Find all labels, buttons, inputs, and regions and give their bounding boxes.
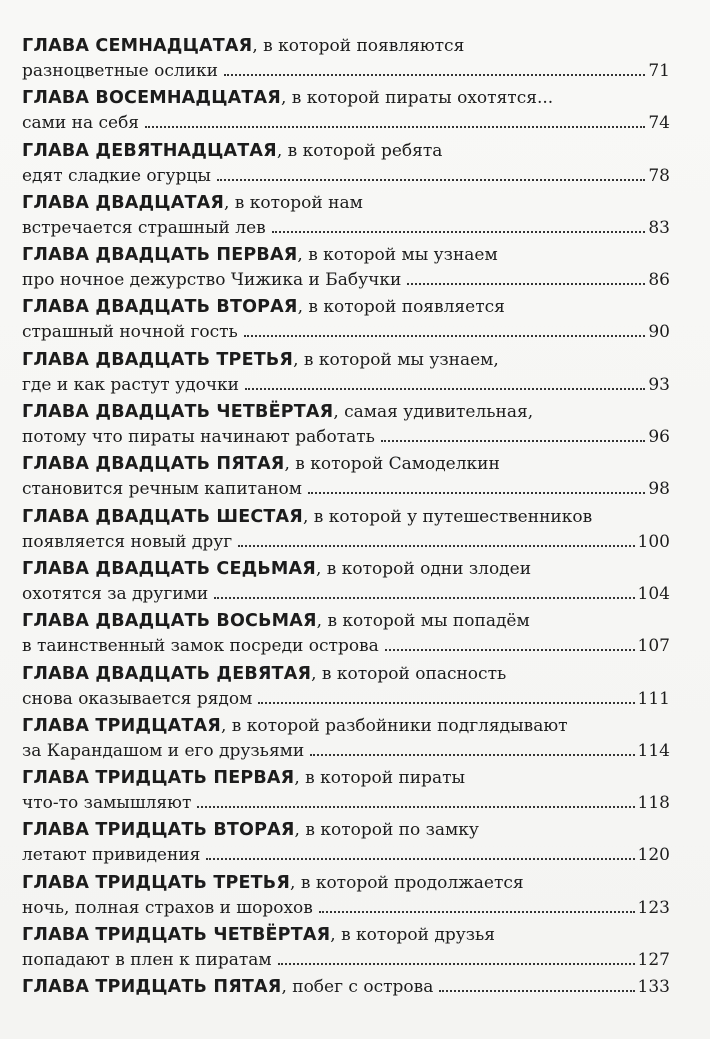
toc-entry [22,765,670,817]
toc-single-line [22,974,670,1000]
chapter-description: , в которой нам [224,192,363,213]
toc-list [22,33,670,1027]
dot-leader [145,126,645,128]
page-number: 133 [637,977,670,998]
toc-entry [22,504,670,556]
chapter-title: ГЛАВА ДЕВЯТНАДЦАТАЯ [22,140,277,161]
toc-entry [22,347,670,399]
chapter-description: , в которой мы узнаем, [293,349,499,370]
chapter-title: ГЛАВА ДВАДЦАТЬ ВТОРАЯ [22,297,298,318]
toc-entry [22,294,670,346]
toc-second-line [22,948,670,972]
toc-entry [22,85,670,137]
chapter-description: , в которой по замку [294,820,479,841]
chapter-description: , в которой друзья [330,925,496,946]
toc-heading-line [22,451,670,477]
chapter-description-cont: за Карандашом и его друзьями [22,740,305,761]
chapter-title: ГЛАВА ДВАДЦАТАЯ [22,192,224,213]
toc-heading-line [22,399,670,425]
chapter-description: , самая удивительная, [333,402,534,423]
dot-leader [278,963,635,965]
dot-leader [308,492,645,494]
toc-heading-line [22,85,670,111]
page-number: 74 [648,113,670,134]
page-number: 83 [648,217,670,238]
chapter-title: ГЛАВА ДВАДЦАТЬ ПЯТАЯ [22,454,285,475]
dot-leader [272,231,646,233]
chapter-description: , в которой ребята [276,140,443,161]
page-number: 100 [637,531,670,552]
chapter-title: ГЛАВА ДВАДЦАТЬ ВОСЬМАЯ [22,611,317,632]
toc-heading-line [22,138,670,164]
dot-leader [439,990,634,992]
page-number: 90 [648,322,670,343]
chapter-title: ГЛАВА ДВАДЦАТЬ ЧЕТВЁРТАЯ [22,402,334,423]
chapter-title: ГЛАВА ДВАДЦАТЬ СЕДЬМАЯ [22,558,316,579]
toc-entry [22,922,670,974]
chapter-title: ГЛАВА ТРИДЦАТЬ ПЯТАЯ [22,977,282,998]
chapter-description: , в которой появляется [297,297,505,318]
chapter-title: ГЛАВА ТРИДЦАТЬ ТРЕТЬЯ [22,872,291,893]
toc-entry [22,870,670,922]
dot-leader [244,335,646,337]
dot-leader [258,702,634,704]
chapter-description-cont: становится речным капитаном [22,479,303,500]
chapter-description-cont: в таинственный замок посреди острова [22,636,379,657]
chapter-description: , в которой пираты [294,768,466,789]
chapter-description: , в которой одни злодеи [315,558,532,579]
toc-second-line [22,425,670,449]
toc-heading-line [22,922,670,948]
toc-entry-last [22,974,670,1026]
chapter-description-cont: попадают в плен к пиратам [22,950,272,971]
dot-leader [407,283,645,285]
toc-second-line [22,739,670,763]
chapter-description-cont: охотятся за другими [22,583,209,604]
dot-leader [238,545,634,547]
chapter-description: , в которой продолжается [290,872,524,893]
chapter-title: ГЛАВА ТРИДЦАТЬ ВТОРАЯ [22,820,295,841]
chapter-description-cont: где и как растут удочки [22,374,240,395]
chapter-description-cont: едят сладкие огурцы [22,165,211,186]
chapter-description: , в которой появляются [252,36,465,56]
dot-leader [381,440,645,442]
chapter-title: ГЛАВА ТРИДЦАТЬ ПЕРВАЯ [22,768,295,789]
page-number: 98 [648,479,670,500]
chapter-title: ГЛАВА ДВАДЦАТЬ ШЕСТАЯ [22,506,303,527]
page-number: 93 [648,374,670,395]
chapter-description: , в которой Самоделкин [284,454,500,475]
page-number: 104 [637,583,670,604]
toc-second-line [22,216,670,240]
page-number: 120 [637,845,670,866]
toc-entry [22,242,670,294]
dot-leader [245,388,645,390]
toc-heading-line [22,242,670,268]
page-number: 114 [637,740,670,761]
toc-entry [22,451,670,503]
toc-heading-line [22,870,670,896]
page-number: 123 [637,897,670,918]
chapter-description: , в которой пираты охотятся... [280,88,554,109]
toc-entry [22,190,670,242]
toc-second-line [22,687,670,711]
toc-second-line [22,530,670,554]
toc-second-line [22,791,670,815]
toc-entry [22,556,670,608]
chapter-description-cont: страшный ночной гость [22,322,238,343]
toc-heading-line [22,661,670,687]
chapter-title: ГЛАВА СЕМНАДЦАТАЯ [22,36,253,56]
chapter-title: ГЛАВА ДВАДЦАТЬ ПЕРВАЯ [22,245,298,266]
chapter-description: , в которой разбойники подглядывают [220,715,568,736]
chapter-description: , в которой опасность [311,663,507,684]
page-number: 127 [637,950,670,971]
chapter-description-cont: разноцветные ослики [22,61,218,81]
toc-second-line [22,320,670,344]
chapter-description-cont: про ночное дежурство Чижика и Бабучки [22,270,402,291]
toc-entry [22,817,670,869]
page-number: 71 [648,61,670,81]
chapter-description-cont: потому что пираты начинают работать [22,427,375,448]
page-number: 111 [637,688,670,709]
toc-heading-line [22,713,670,739]
toc-heading-line [22,556,670,582]
page-number: 78 [648,165,670,186]
toc-second-line [22,59,670,83]
page-number: 96 [648,427,670,448]
toc-second-line [22,843,670,867]
toc-heading-line [22,190,670,216]
dot-leader [217,179,645,181]
toc-entry [22,608,670,660]
chapter-description-cont: встречается страшный лев [22,217,266,238]
toc-heading-line [22,765,670,791]
toc-heading-line [22,608,670,634]
toc-second-line [22,477,670,501]
toc-heading-line [22,504,670,530]
toc-heading-line [22,817,670,843]
dot-leader [197,806,634,808]
toc-entry [22,661,670,713]
chapter-description: , в которой у путешественников [302,506,593,527]
chapter-title: ГЛАВА ВОСЕМНАДЦАТАЯ [22,88,281,109]
chapter-description: , в которой мы узнаем [297,245,498,266]
toc-entry [22,713,670,765]
chapter-description-cont: появляется новый друг [22,531,233,552]
chapter-description-cont: сами на себя [22,113,140,134]
toc-second-line [22,582,670,606]
chapter-title: ГЛАВА ДВАДЦАТЬ ТРЕТЬЯ [22,349,294,370]
page-number: 107 [637,636,670,657]
chapter-description: , побег с острова [281,977,434,998]
chapter-description-cont: летают привидения [22,845,201,866]
toc-entry [22,138,670,190]
dot-leader [385,649,635,651]
toc-second-line [22,896,670,920]
chapter-title: ГЛАВА ТРИДЦАТЬ ЧЕТВЁРТАЯ [22,925,331,946]
page-number: 118 [637,793,670,814]
chapter-description-cont: что-то замышляют [22,793,192,814]
dot-leader [206,858,634,860]
toc-entry [22,33,670,85]
toc-second-line [22,268,670,292]
toc-entry [22,399,670,451]
chapter-description-cont: ночь, полная страхов и шорохов [22,897,313,918]
chapter-description: , в которой мы попадём [316,611,530,632]
toc-heading-line [22,294,670,320]
page-number: 86 [648,270,670,291]
chapter-title: ГЛАВА ДВАДЦАТЬ ДЕВЯТАЯ [22,663,312,684]
toc-second-line [22,373,670,397]
dot-leader [224,74,645,76]
chapter-title: ГЛАВА ТРИДЦАТАЯ [22,715,221,736]
dot-leader [310,754,634,756]
toc-second-line [22,634,670,658]
dot-leader [214,597,634,599]
toc-second-line [22,164,670,188]
toc-heading-line [22,347,670,373]
chapter-description-cont: снова оказывается рядом [22,688,253,709]
dot-leader [319,911,635,913]
toc-second-line [22,111,670,135]
toc-heading-line [22,33,670,59]
